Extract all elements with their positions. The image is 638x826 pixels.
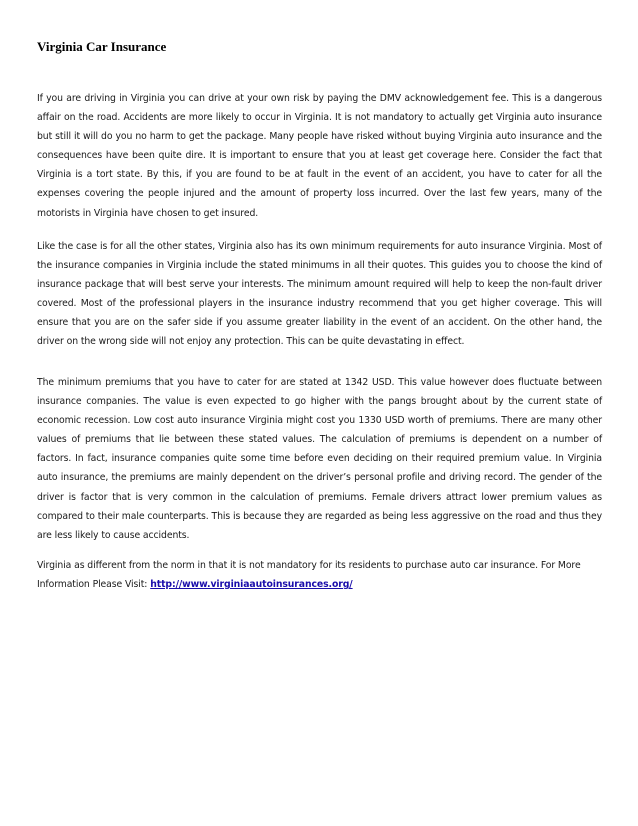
- paragraph-intro: If you are driving in Virginia you can drive at your own risk by paying the DMV acknowledgement fee. This is a dangerous affair on the road. Accidents are more likely to occur in Virginia. It is not mandatory to actually get Virginia auto insurance but still it will do you no harm to get the package. Many people have risked without buying Virginia auto insurance and the consequences have been quite dire. It is important to ensure that you at least get coverage here. Consider the fact that Virginia is a tort state. By this, if you are found to be at fault in the event of an accident, you have to cater for all the expenses covering the people injured and the amount of property loss incurred. Over the last few years, many of the motorists in Virginia have chosen to get insured.: [37, 93, 602, 219]
- website-link[interactable]: http://www.virginiaautoinsurances.org/: [150, 579, 353, 591]
- closing-text: Virginia as different from the norm in that it is not mandatory for its residents to purchase auto car insurance. For More Information Please Visit:: [37, 560, 581, 591]
- paragraph-closing: [37, 556, 602, 594]
- page-title: Virginia Car Insurance: [37, 39, 167, 54]
- paragraph-minimum-requirements: Like the case is for all the other states, Virginia also has its own minimum requirements for auto insurance Virginia. Most of the insurance companies in Virginia include the stated minimums in all their quotes. This guides you to choose the kind of insurance package that will best serve your interests. The minimum amount required will help to keep the non-fault driver covered. Most of the professional players in the insurance industry recommend that you get higher coverage. This will ensure that you are on the safer side if you assume greater liability in the event of an accident. On the other hand, the driver on the wrong side will not enjoy any protection. This can be quite devastating in effect.: [37, 241, 602, 348]
- paragraph-premiums: The minimum premiums that you have to cater for are stated at 1342 USD. This value however does fluctuate between insurance companies. The value is even expected to go higher with the pangs brought about by the current state of economic recession. Low cost auto insurance Virginia might cost you 1330 USD worth of premiums. There are many other values of premiums that lie between these stated values. The calculation of premiums is dependent on a number of factors. In fact, insurance companies quite some time before even deciding on their required premium value. In Virginia auto insurance, the premiums are mainly dependent on the driver’s personal profile and driving record. The gender of the driver is factor that is very common in the calculation of premiums. Female drivers attract lower premium values as compared to their male counterparts. This is because they are regarded as being less aggressive on the road and thus they are less likely to cause accidents.: [37, 377, 602, 541]
